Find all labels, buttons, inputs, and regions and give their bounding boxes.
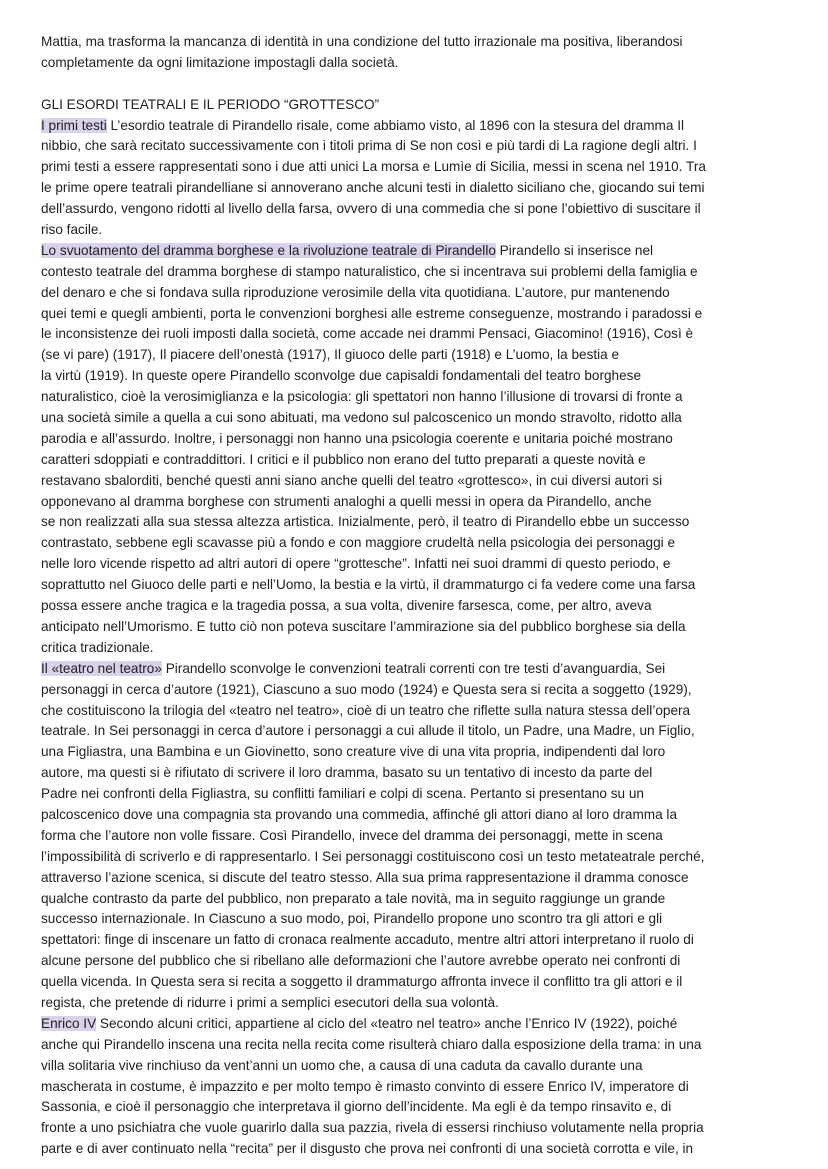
paragraph-line: restavano sbalorditi, benché questi anni siano anche quelli del teatro «grottesco», in cui diversi autori si	[41, 472, 663, 488]
paragraph-line: naturalistico, cioè la verosimiglianza e la psicologia: gli spettatori non hanno l’illusione di trovarsi di fronte a	[41, 389, 683, 405]
paragraph-line: contrastato, sebbene egli scavasse più a fondo e con maggiore crudeltà nella psicologia dei personaggi e	[41, 535, 676, 551]
paragraph-line: nibbio, che sarà recitato successivamente con i titoli prima di Se non così e più tardi di La ragione degli altri. I	[41, 138, 697, 154]
paragraph-line: villa solitaria vive rinchiuso da vent’anni un uomo che, a causa di una caduta da cavallo durante una	[41, 1057, 643, 1073]
paragraph-line: opponevano al dramma borghese con strumenti analoghi a quelli messi in opera da Pirandello, anche	[41, 493, 652, 509]
paragraph-line: se non realizzati alla sua stessa altezza artistica. Inizialmente, però, il teatro di Pirandello ebbe un successo	[41, 514, 690, 530]
paragraph-line: forma che l’autore non volle fissare. Così Pirandello, invece del dramma dei personaggi, mette in scena	[41, 827, 663, 843]
paragraph-line: regista, che pretende di ridurre i primi a semplici esecutori della sua volontà.	[41, 994, 499, 1010]
paragraph-text: Pirandello si inserisce nel	[495, 242, 654, 258]
paragraph-line: Padre nei confronti della Figliastra, su conflitti familiari e colpi di scena. Pertanto si presentano su un	[41, 786, 644, 802]
paragraph	[41, 1014, 786, 1160]
paragraph-line: qualche contrasto da parte del pubblico, non preparato a tale novità, ma in seguito raggiunge un grande	[41, 890, 666, 906]
paragraph-line: l’impossibilità di scriverlo e di rappresentarlo. I Sei personaggi costituiscono così un testo metateatrale perché,	[41, 848, 705, 864]
paragraph	[41, 659, 786, 1014]
paragraph-line: fronte a uno psichiatra che vuole guarirlo dalla sua pazzia, rivela di essersi rinchiuso volutamente nella propria	[41, 1120, 704, 1136]
paragraph-line: palcoscenico dove una compagnia sta provando una commedia, affinché gli attori diano al loro dramma la	[41, 806, 678, 822]
paragraph-line: possa essere anche tragica e la tragedia possa, a sua volta, divenire farsesca, come, per altro, aveva	[41, 598, 652, 614]
paragraph-gap	[41, 74, 786, 95]
paragraph-line: nelle loro vicende rispetto ad altri autori di opere “grottesche”. Infatti nei suoi drammi di questo periodo, e	[41, 556, 671, 572]
paragraph-line: Sassonia, e cioè il personaggio che interpretava il giorno dell’incidente. Ma egli è da tempo rinsavito e, di	[41, 1099, 672, 1115]
highlighted-subheading: I primi testi	[41, 117, 107, 133]
paragraph-line: dell’assurdo, vengono ridotti al livello della farsa, ovvero di una commedia che si pone l’obiettivo di suscitare il	[41, 201, 701, 217]
paragraph-line: spettatori: finge di inscenare un fatto di cronaca realmente accaduto, mentre altri attori interpretano il ruolo di	[41, 932, 694, 948]
paragraph-line: contesto teatrale del dramma borghese di stampo naturalistico, che si incentrava sui problemi della famiglia e	[41, 263, 698, 279]
paragraph-line: una Figliastra, una Bambina e un Giovinetto, sono creature vive di una vita propria, indipendenti dal loro	[41, 744, 666, 760]
paragraph-line: mascherata in costume, è impazzito e per molto tempo è rimasto convinto di essere Enrico IV, imperatore di	[41, 1078, 689, 1094]
paragraph-first-line	[41, 659, 786, 680]
paragraph-line: primi testi a essere rappresentati sono i due atti unici La morsa e Lumìe di Sicilia, messi in scena nel 1910. Tra	[41, 159, 706, 175]
paragraph-line: del denaro e che si fondava sulla riproduzione verosimile della vita quotidiana. L’autore, pur mantenendo	[41, 284, 670, 300]
paragraph-line: attraverso l’azione scenica, si discute del teatro stesso. Alla sua prima rappresentazione il dramma conosce	[41, 869, 689, 885]
paragraph-line: anticipato nell’Umorismo. E tutto ciò non poteva suscitare l’ammirazione sia del pubblico borghese sia della	[41, 618, 686, 634]
section-title: GLI ESORDI TEATRALI E IL PERIODO “GROTTESCO”	[41, 96, 380, 112]
paragraph-line: teatrale. In Sei personaggi in cerca d’autore i personaggi a cui allude il titolo, un Padre, una Madre, un Figlio,	[41, 723, 695, 739]
paragraph-text: Pirandello sconvolge le convenzioni teatrali correnti con tre testi d’avanguardia, Sei	[161, 660, 666, 676]
paragraph-line: quella vicenda. In Questa sera si recita a soggetto il drammaturgo affronta invece il conflitto tra gli attori e il	[41, 974, 683, 990]
paragraph-first-line	[41, 241, 786, 262]
paragraph-first-line	[41, 116, 786, 137]
highlighted-subheading: Enrico IV	[41, 1015, 97, 1031]
paragraph-text: Secondo alcuni critici, appartiene al ciclo del «teatro nel teatro» anche l’Enrico IV (1922), poiché	[96, 1015, 678, 1031]
paragraph-line: soprattutto nel Giuoco delle parti e nell’Uomo, la bestia e la virtù, il drammaturgo ci fa vedere come una farsa	[41, 577, 696, 593]
intro-line: Mattia, ma trasforma la mancanza di identità in una condizione del tutto irrazionale ma positiva, liberandosi	[41, 34, 683, 49]
paragraph-line: caratteri sdoppiati e contraddittori. I critici e il pubblico non erano del tutto preparati a queste novità e	[41, 451, 646, 467]
highlighted-subheading: Lo svuotamento del dramma borghese e la rivoluzione teatrale di Pirandello	[41, 242, 496, 258]
paragraphs-container	[41, 116, 786, 1161]
paragraph-line: (se vi pare) (1917), Il piacere dell’onestà (1917), Il giuoco delle parti (1918) e L’uomo, la bestia e	[41, 347, 620, 363]
paragraph-line: che costituiscono la trilogia del «teatro nel teatro», cioè di un teatro che riflette sulla natura stessa dell’opera	[41, 702, 691, 718]
paragraph	[41, 116, 786, 241]
paragraph-line: critica tradizionale.	[41, 639, 154, 655]
highlighted-subheading: Il «teatro nel teatro»	[41, 660, 162, 676]
paragraph-line: quei temi e quegli ambienti, porta le convenzioni borghesi alle estreme conseguenze, mostrando i paradossi e	[41, 305, 703, 321]
paragraph-line: autore, ma questi si è rifiutato di scrivere il loro dramma, basato su un tentativo di incesto da parte del	[41, 765, 653, 781]
paragraph-line: successo internazionale. In Ciascuno a suo modo, poi, Pirandello propone uno scontro tra gli attori e gli	[41, 911, 663, 927]
paragraph-line: anche qui Pirandello inscena una recita nella recita come risulterà chiaro dalla esposizione della trama: in una	[41, 1036, 702, 1052]
paragraph-line: riso facile.	[41, 222, 103, 238]
paragraph-line: la virtù (1919). In queste opere Pirandello sconvolge due capisaldi fondamentali del teatro borghese	[41, 368, 642, 384]
paragraph-line: parte e di aver continuato nella “recita” per il disgusto che prova nei confronti di una società corrotta e vile, in	[41, 1141, 694, 1157]
paragraph	[41, 241, 786, 659]
paragraph-line: le inconsistenze dei ruoli imposti dalla società, come accade nei drammi Pensaci, Giacomino! (1916), Così è	[41, 326, 694, 342]
paragraph-line: personaggi in cerca d’autore (1921), Ciascuno a suo modo (1924) e Questa sera si recita a soggetto (1929),	[41, 681, 692, 697]
paragraph-line: parodia e all’assurdo. Inoltre, i personaggi non hanno una psicologia coerente e unitaria poiché mostrano	[41, 430, 673, 446]
paragraph-text: L’esordio teatrale di Pirandello risale, come abbiamo visto, al 1896 con la stesura del dramma Il	[106, 117, 685, 133]
paragraph-line: una società simile a quella a cui sono abituati, ma vedono sul palcoscenico un mondo stravolto, ridotto alla	[41, 410, 682, 426]
paragraph-line: alcune persone del pubblico che si ribellano alle deformazioni che l’autore avrebbe operato nei confronti di	[41, 953, 681, 969]
intro-line: completamente da ogni limitazione impostagli dalla società.	[41, 54, 399, 70]
document-page	[41, 32, 786, 1160]
paragraph-first-line	[41, 1014, 786, 1035]
paragraph-line: le prime opere teatrali pirandelliane si annoverano anche alcuni testi in dialetto siciliano che, giocando sui temi	[41, 180, 705, 196]
